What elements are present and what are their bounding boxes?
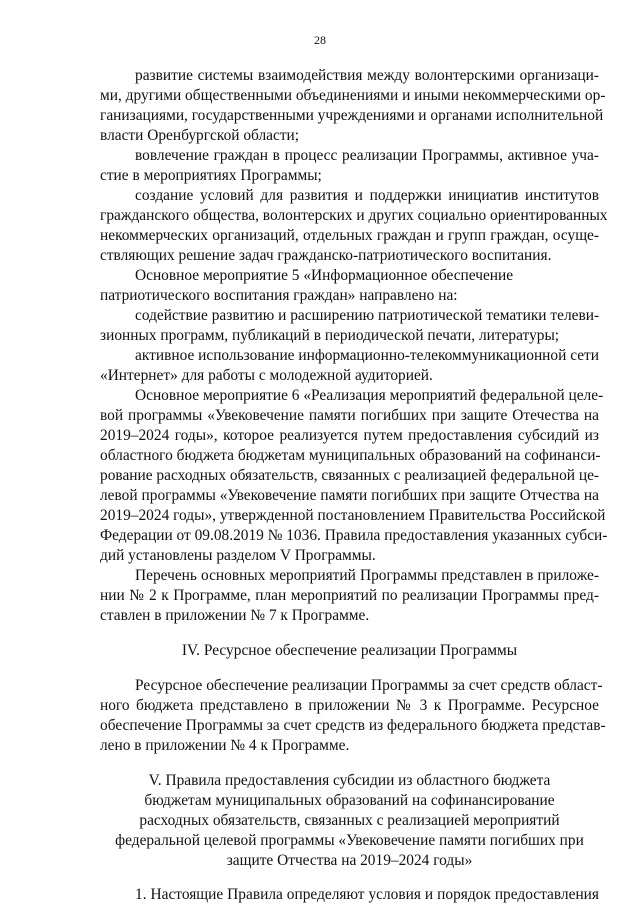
text-line: Основное мероприятие 6 «Реализация мероприятий федеральной целе- [135, 387, 604, 404]
text-line: нии № 2 к Программе, план мероприятий по реализации Программы пред- [100, 587, 599, 604]
text-line: «Интернет» для работы с молодежной аудиторией. [100, 367, 433, 384]
text-line: 1. Настоящие Правила определяют условия и порядок предоставления [135, 886, 599, 903]
page-number: 28 [314, 33, 326, 47]
text-line: обеспечение Программы за счет средств из федерального бюджета представ- [100, 717, 606, 734]
text-line: ствляющих решение задач гражданско-патриотического воспитания. [100, 247, 552, 264]
text-line: власти Оренбургской области; [100, 127, 300, 144]
section-heading: IV. Ресурсное обеспечение реализации Программы [181, 642, 518, 659]
text-line: вой программы «Увековечение памяти погибших при защите Отечества на [100, 407, 599, 424]
text-line: Перечень основных мероприятий Программы представлен в приложе- [135, 567, 599, 584]
text-line: лено в приложении № 4 к Программе. [100, 737, 350, 754]
text-line: Федерации от 09.08.2019 № 1036. Правила предоставления указанных субси- [100, 527, 608, 544]
text-line: 2019–2024 годы», которое реализуется путем предоставления субсидий из [100, 427, 599, 444]
text-line: патриотического воспитания граждан» направлено на: [100, 287, 458, 304]
text-line: содействие развитию и расширению патриотической тематики телеви- [135, 307, 600, 324]
section-heading-line: федеральной целевой программы «Увековечение памяти погибших при [115, 832, 584, 849]
text-line: областного бюджета бюджетам муниципальных образований на софинанси- [100, 447, 601, 464]
text-line: вовлечение граждан в процесс реализации Программы, активное уча- [135, 147, 599, 164]
text-line: развитие системы взаимодействия между волонтерскими организаци- [135, 67, 599, 84]
text-line: Ресурсное обеспечение реализации Программы за счет средств област- [135, 677, 603, 694]
text-line: рование расходных обязательств, связанных с реализацией федеральной це- [100, 467, 600, 484]
text-line: ганизациями, государственными учреждениями и органами исполнительной [100, 107, 604, 124]
text-line: ми, другими общественными объединениями и иными некоммерческими ор- [100, 87, 606, 104]
section-heading-line: расходных обязательств, связанных с реализацией мероприятий [139, 812, 560, 829]
text-line: 2019–2024 годы», утвержденной постановлением Правительства Российской [100, 507, 606, 524]
text-line: активное использование информационно-телекоммуникационной сети [135, 347, 600, 364]
text-line: создание условий для развития и поддержки инициатив институтов [135, 187, 599, 204]
text-line: зионных программ, публикаций в периодической печати, литературы; [100, 327, 560, 344]
section-heading-line: защите Отчества на 2019–2024 годы» [226, 852, 473, 869]
text-line: некоммерческих организаций, отдельных граждан и групп граждан, осуще- [100, 227, 599, 244]
text-line: ного бюджета представлено в приложении № 3 к Программе. Ресурсное [100, 697, 599, 714]
text-line: гражданского общества, волонтерских и других социально ориентированных [100, 207, 608, 224]
text-line: стие в мероприятиях Программы; [100, 167, 322, 184]
text-line: ставлен в приложении № 7 к Программе. [100, 607, 370, 624]
text-line: дий установлены разделом V Программы. [100, 547, 376, 564]
section-heading-line: бюджетам муниципальных образований на софинансирование [144, 792, 555, 809]
text-line: Основное мероприятие 5 «Информационное обеспечение [135, 267, 514, 284]
section-heading-line: V. Правила предоставления субсидии из областного бюджета [148, 772, 551, 789]
text-line: левой программы «Увековечение памяти погибших при защите Отчества на [100, 487, 599, 504]
